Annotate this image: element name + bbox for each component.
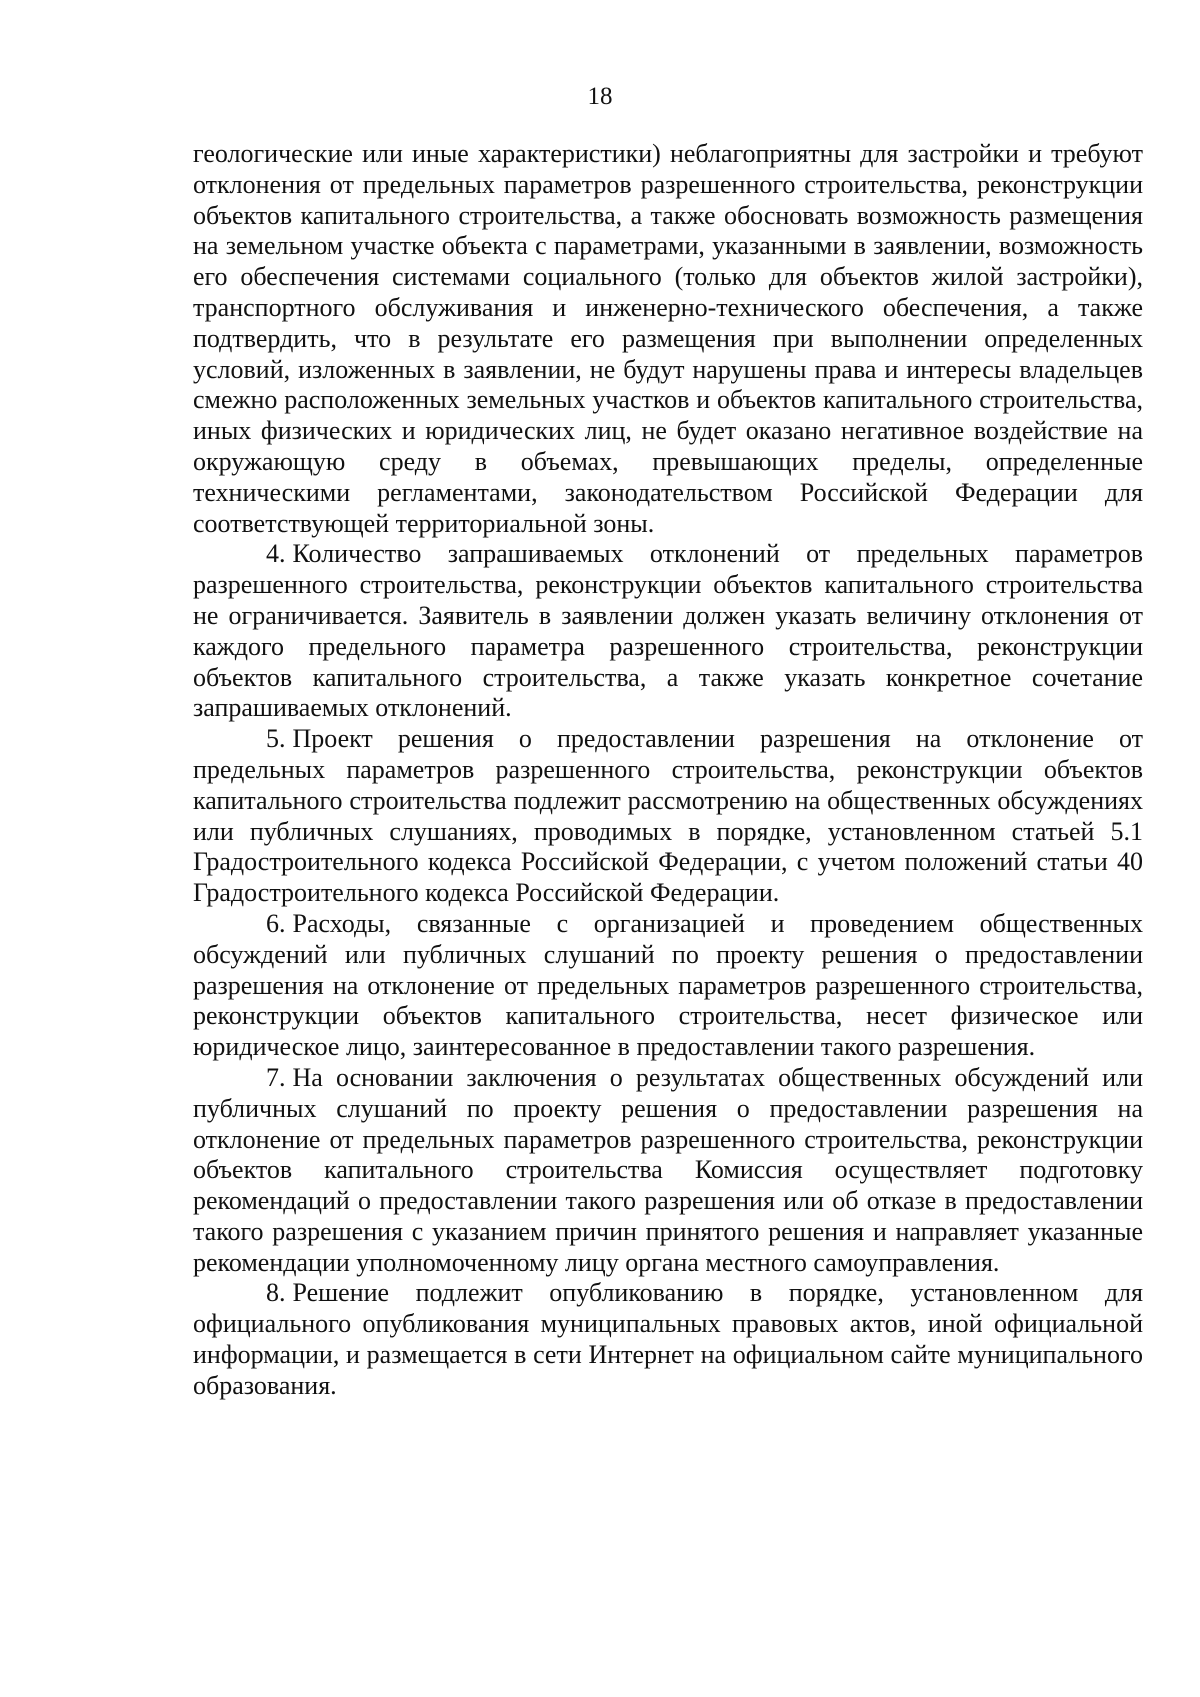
clause-4: [193, 539, 1143, 724]
clause-5: [193, 724, 1143, 909]
continuation-paragraph: геологические или иные характеристики) неблагоприятны для застройки и требуют отклонения от предельных параметров разрешенного строительства, реконструкции объектов капитального строительства, а также обосновать возможность размещения на земельном участке объекта с параметрами, указанными в заявлении, возможность его обеспечения системами социального (только для объектов жилой застройки), транспортного обслуживания и инженерно-технического обеспечения, а также подтвердить, что в результате его размещения при выполнении определенных условий, изложенных в заявлении, не будут нарушены права и интересы владельцев смежно расположенных земельных участков и объектов капитального строительства, иных физических и юридических лиц, не будет оказано негативное воздействие на окружающую среду в объемах, превышающих пределы, определенные техническими регламентами, законодательством Российской Федерации для соответствующей территориальной зоны.: [193, 139, 1143, 538]
clause-number: 7.: [266, 1062, 286, 1092]
clause-text: Решение подлежит опубликованию в порядке, установленном для официального опубликования муниципальных правовых актов, иной официальной информации, и размещается в сети Интернет на официальном сайте муниципального образования.: [193, 1278, 1143, 1400]
clause-text: Проект решения о предоставлении разрешения на отклонение от предельных параметров разрешенного строительства, реконструкции объектов капитального строительства подлежит рассмотрению на общественных обсуждениях или публичных слушаниях, проводимых в порядке, установленном статьей 5.1 Градостроительного кодекса Российской Федерации, с учетом положений статьи 40 Градостроительного кодекса Российской Федерации.: [193, 724, 1143, 908]
clause-number: 8.: [266, 1278, 286, 1308]
clause-7: [193, 1063, 1143, 1279]
clause-number: 5.: [266, 724, 286, 754]
clause-text: На основании заключения о результатах общественных обсуждений или публичных слушаний по проекту решения о предоставлении разрешения на отклонение от предельных параметров разрешенного строительства, реконструкции объектов капитального строительства Комиссия осуществляет подготовку рекомендаций о предоставлении такого разрешения или об отказе в предоставлении такого разрешения с указанием причин принятого решения и направляет указанные рекомендации уполномоченному лицу органа местного самоуправления.: [193, 1062, 1143, 1277]
page-number: 18: [587, 83, 613, 110]
clause-number: 4.: [266, 539, 286, 569]
clause-text: Количество запрашиваемых отклонений от предельных параметров разрешенного строительства, реконструкции объектов капитального строительства не ограничивается. Заявитель в заявлении должен указать величину отклонения от каждого предельного параметра разрешенного строительства, реконструкции объектов капитального строительства, а также указать конкретное сочетание запрашиваемых отклонений.: [193, 539, 1143, 723]
clause-text: Расходы, связанные с организацией и проведением общественных обсуждений или публичных слушаний по проекту решения о предоставлении разрешения на отклонение от предельных параметров разрешенного строительства, реконструкции объектов капитального строительства, несет физическое или юридическое лицо, заинтересованное в предоставлении такого разрешения.: [193, 908, 1143, 1062]
document-body: [193, 139, 1143, 1402]
clause-6: [193, 909, 1143, 1063]
clause-number: 6.: [266, 908, 286, 938]
clause-8: [193, 1278, 1143, 1401]
